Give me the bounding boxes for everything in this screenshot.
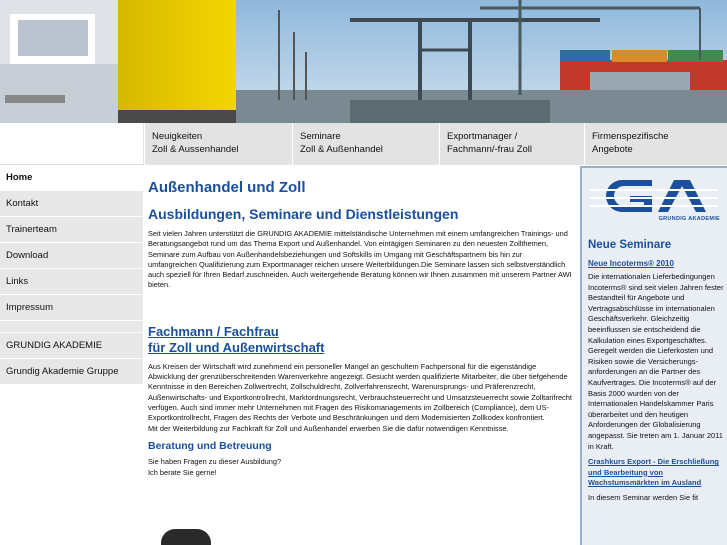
topnav-item-line1: Neuigkeiten [152,131,203,142]
sidebar-item-kontakt[interactable]: Kontakt [0,191,143,217]
right-panel [580,166,727,545]
neue-seminare-heading: Neue Seminare [588,239,672,251]
sidebar-item-grundig-akademie[interactable]: GRUNDIG AKADEMIE [0,333,143,359]
topnav-item-line1: Seminare [300,131,341,142]
topnav-item-line2: Angebote [592,144,633,155]
sidebar-item-download[interactable]: Download [0,243,143,269]
topnav-item-firmenspezifische[interactable] [584,123,727,165]
advisor-photo [161,529,211,545]
header-banner-image [0,0,727,123]
topnav-item-seminare[interactable] [292,123,439,165]
topnav-item-exportmanager[interactable] [439,123,584,165]
sidebar-item-grundig-akademie-gruppe[interactable]: Grundig Akademie Gruppe [0,359,143,385]
topnav-item-line2: Zoll & Außenhandel [300,144,383,155]
left-sidebar [0,165,143,545]
topnav-item-line2: Zoll & Aussenhandel [152,144,239,155]
topnav-item-line2: Fachmann/-frau Zoll [447,144,533,155]
logo-text: GRUNDIG AKADEMIE [658,216,720,222]
ga-logo-icon [590,176,718,216]
sidebar-divider [0,321,143,333]
crashkurs-export-link[interactable]: Crashkurs Export - Die Erschließung und Bearbeitung von Wachstumsmärkten im Ausland [588,457,719,487]
topnav-item-line1: Exportmanager / [447,131,518,142]
top-navigation [0,123,727,165]
page-title: Außenhandel und Zoll [148,179,306,196]
top-navigation-spacer [0,123,143,165]
grundig-akademie-logo[interactable] [590,176,718,228]
sidebar-item-trainerteam[interactable]: Trainerteam [0,217,143,243]
fachmann-heading-line2[interactable]: für Zoll und Außenwirtschaft [148,339,325,355]
page-subtitle: Ausbildungen, Seminare und Dienstleistungen [148,206,459,222]
crashkurs-text: In diesem Seminar werden Sie fit [588,493,699,503]
main-content [143,165,577,545]
topnav-item-neuigkeiten[interactable] [144,123,292,165]
beratung-heading: Beratung und Betreuung [148,439,272,452]
beratung-line-2: Ich berate Sie gerne! [148,468,217,478]
intro-paragraph: Seit vielen Jahren unterstützt die GRUNDIG AKADEMIE mittelständische Unternehmen mit einem umfangreichen Trainings- und Beratungsangebot rund um das Thema Export und Außenhandel. Von eintägigen Seminaren zu den neuesten Zollthemen, Seminare zum Aufbau von Außenhandelsbeziehungen und Softskills im Umgang mit Geschäftspartnern bis hin zur umfangreichen Qualifizierung zum Exportmanager reichen unsere Weiterbildungen.Die Seminare lassen sich selbstverständlich auch speziell für Ihren Bedarf zuschneiden. Auch weitergehende Beratung können wir Ihnen zusammen mit unserem Partner AWI bieten. [148,229,572,290]
sidebar-item-impressum[interactable]: Impressum [0,295,143,321]
incoterms-link[interactable]: Neue Incoterms® 2010 [588,259,674,268]
sidebar-item-home[interactable]: Home [0,165,143,191]
fachmann-paragraph-2: Mit der Weiterbildung zur Fachkraft für Zoll und Außenhandel erwerben Sie die dafür notwendigen Kenntnisse. [148,423,509,433]
topnav-item-line1: Firmenspezifische [592,131,669,142]
fachmann-paragraph: Aus Kreisen der Wirtschaft wird zunehmend ein personeller Mangel an geschultem Fachpersonal für die eigenständige Abwicklung der grenzüberschreitenden Warenverkehre angezeigt. Gesucht werden qualifizierte Mitarbeiter, die über tiefgehende Kenntnisse in den Bereichen Zollwertrecht, Zollschuldrecht, Zollverfahrensrecht, Warenursprungs- und Präferenzrecht, Außenwirtschafts- und Exportkontrollrecht, Marktordnungsrecht, Verbrauchsteuerrecht und Umsatzsteuerrecht sowie Zolltarifrecht verfügen. Auch sind immer mehr Unternehmen mit Fragen des Risikomanagements im Zollbereich (Compliance), dem US-Exportkontrollrecht, Fragen des Rechts der Verbote und Beschränkungen und dem Modernisierten Zollkodex konfrontiert. [148,361,572,423]
fachmann-heading-line1[interactable]: Fachmann / Fachfrau [148,323,279,339]
incoterms-text: Die internationalen Lieferbedingungen Incoterms® sind seit vielen Jahren fester Bestandteil für Angebote und Vertragsabschlüsse im internationalen Geschäftsverkehr. Gleichzeitig beeinflussen sie entscheidend die Kalkulation eines Exportgeschäftes. Geregelt werden die Lieferkosten und Risiken sowie die Versicherungs-anforderungen an die Partner des Kaufvertrages. Die Incoterms® auf der Basis 2000 wurden von der Internationalen Handelskammer Paris überarbeitet und den heutigen Anforderungen der Globalisierung angepasst. Sie treten am 1. Januar 2011 in Kraft. [588,272,724,451]
beratung-line-1: Sie haben Fragen zu dieser Ausbildung? [148,456,282,466]
sidebar-item-links[interactable]: Links [0,269,143,295]
